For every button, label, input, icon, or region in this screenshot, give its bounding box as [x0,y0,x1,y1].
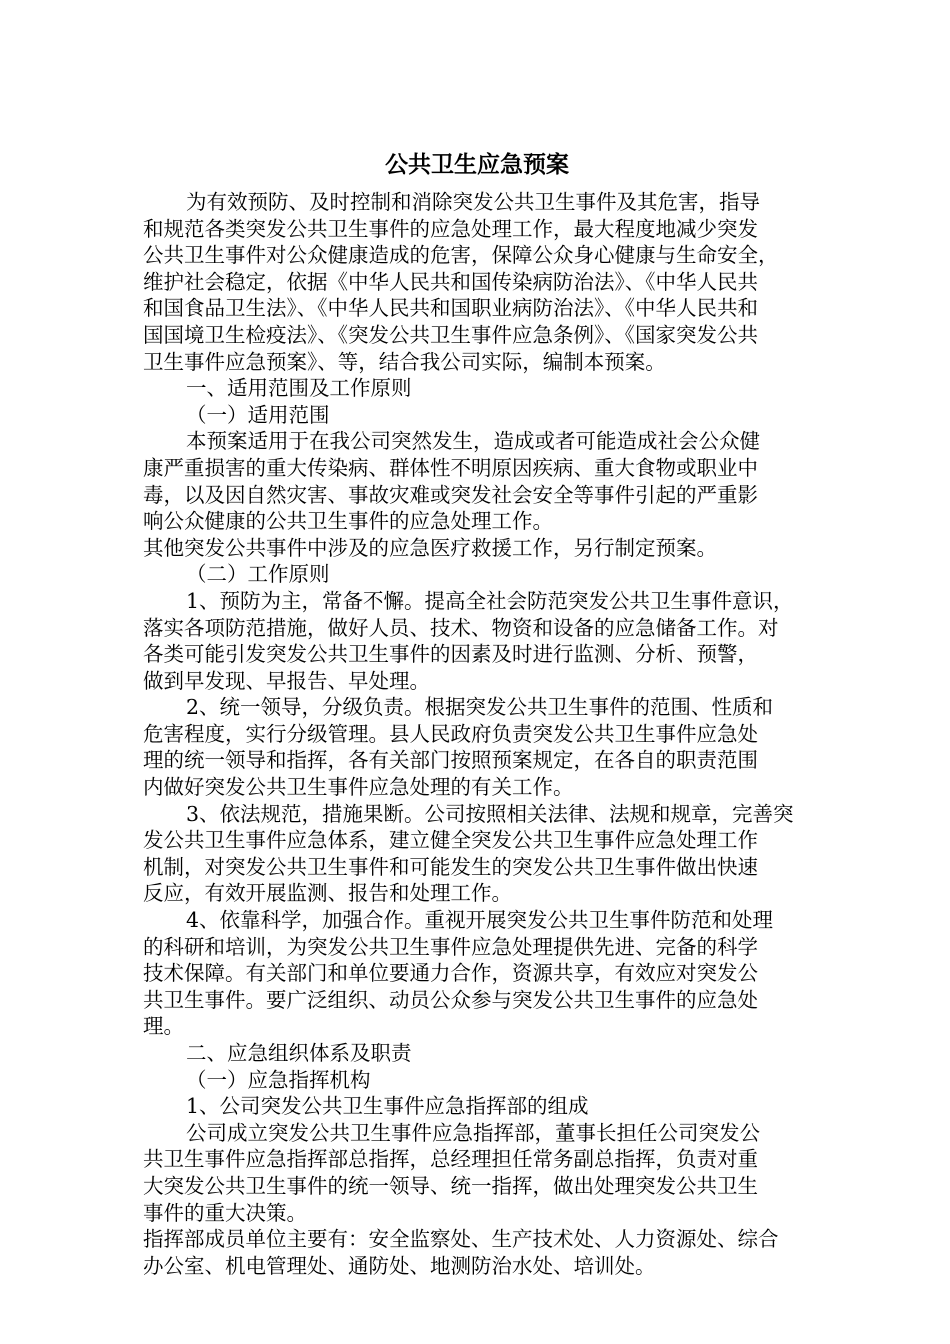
document-title: 公共卫生应急预案 [385,151,569,178]
members-line: 办公室、机电管理处、通防处、地测防治水处、培训处。 [143,1253,656,1278]
section2 [143,1040,811,1279]
principle4-line: 理。 [143,1014,184,1039]
principle2-line: 内做好突发公共卫生事件应急处理的有关工作。 [143,775,574,800]
section2-body-line: 共卫生事件应急指挥部总指挥，总经理担任常务副总指挥，负责对重 [143,1147,758,1172]
principle3-line: 发公共卫生事件应急体系，建立健全突发公共卫生事件应急处理工作 [143,828,758,853]
intro-line: 公共卫生事件对公众健康造成的危害，保障公众身心健康与生命安全， [143,243,779,268]
intro-line: 国国境卫生检疫法》、《突发公共卫生事件应急条例》、《国家突发公共 [143,322,758,347]
principle1-line: 落实各项防范措施，做好人员、技术、物资和设备的应急储备工作。对 [143,615,779,640]
principle4-line: 共卫生事件。要广泛组织、动员公众参与突发公共卫生事件的应急处 [143,987,758,1012]
scope-line: 本预案适用于在我公司突然发生，造成或者可能造成社会公众健 [186,429,760,454]
intro-line: 为有效预防、及时控制和消除突发公共卫生事件及其危害，指导 [186,190,760,214]
scope-line: 康严重损害的重大传染病、群体性不明原因疾病、重大食物或职业中 [143,455,758,480]
document-page [143,150,811,1279]
section2-body-line: 大突发公共卫生事件的统一领导、统一指挥，做出处理突发公共卫生 [143,1173,758,1198]
section1-sub1: （一）适用范围 [186,402,330,427]
principle4-line: 技术保障。有关部门和单位要通力合作，资源共享，有效应对突发公 [143,961,758,986]
section1-sub2: （二）工作原则 [186,562,330,587]
intro-paragraph [143,189,811,375]
principle2-line: 2、统一领导，分级负责。根据突发公共卫生事件的范围、性质和 [186,695,774,720]
principle2-line: 理的统一领导和指挥，各有关部门按照预案规定，在各自的职责范围 [143,748,758,773]
principle3-line: 3、依法规范，措施果断。公司按照相关法律、法规和规章，完善突 [186,801,794,826]
section2-item1: 1、公司突发公共卫生事件应急指挥部的组成 [186,1094,589,1119]
intro-line: 和规范各类突发公共卫生事件的应急处理工作，最大程度地减少突发 [143,216,758,241]
scope-note: 其他突发公共事件中涉及的应急医疗救援工作，另行制定预案。 [143,535,717,560]
principle1-line: 各类可能引发突发公共卫生事件的因素及时进行监测、分析、预警， [143,642,758,667]
section2-body-line: 公司成立突发公共卫生事件应急指挥部，董事长担任公司突发公 [186,1120,760,1145]
principle2-line: 危害程度，实行分级管理。县人民政府负责突发公共卫生事件应急处 [143,721,758,746]
principle1-line: 1、预防为主，常备不懈。提高全社会防范突发公共卫生事件意识， [186,588,794,613]
principle3-line: 反应，有效开展监测、报告和处理工作。 [143,881,512,906]
intro-line: 维护社会稳定，依据《中华人民共和国传染病防治法》、《中华人民共 [143,269,758,294]
scope-line: 毒，以及因自然灾害、事故灾难或突发社会安全等事件引起的严重影 [143,482,758,507]
principle3-line: 机制，对突发公共卫生事件和可能发生的突发公共卫生事件做出快速 [143,854,758,879]
members-line: 指挥部成员单位主要有：安全监察处、生产技术处、人力资源处、综合 [143,1227,779,1252]
section2-sub1: （一）应急指挥机构 [186,1067,371,1092]
section1 [143,375,811,1040]
section2-body-line: 事件的重大决策。 [143,1200,307,1225]
scope-line: 响公众健康的公共卫生事件的应急处理工作。 [143,509,553,534]
principle4-line: 4、依靠科学，加强合作。重视开展突发公共卫生事件防范和处理 [186,908,774,933]
intro-line: 卫生事件应急预案》、等，结合我公司实际，编制本预案。 [143,349,666,374]
principle4-line: 的科研和培训，为突发公共卫生事件应急处理提供先进、完备的科学 [143,934,758,959]
section1-heading: 一、适用范围及工作原则 [186,376,412,401]
intro-line: 和国食品卫生法》、《中华人民共和国职业病防治法》、《中华人民共和 [143,296,758,321]
section2-heading: 二、应急组织体系及职责 [186,1041,412,1065]
principle1-line: 做到早发现、早报告、早处理。 [143,668,430,693]
